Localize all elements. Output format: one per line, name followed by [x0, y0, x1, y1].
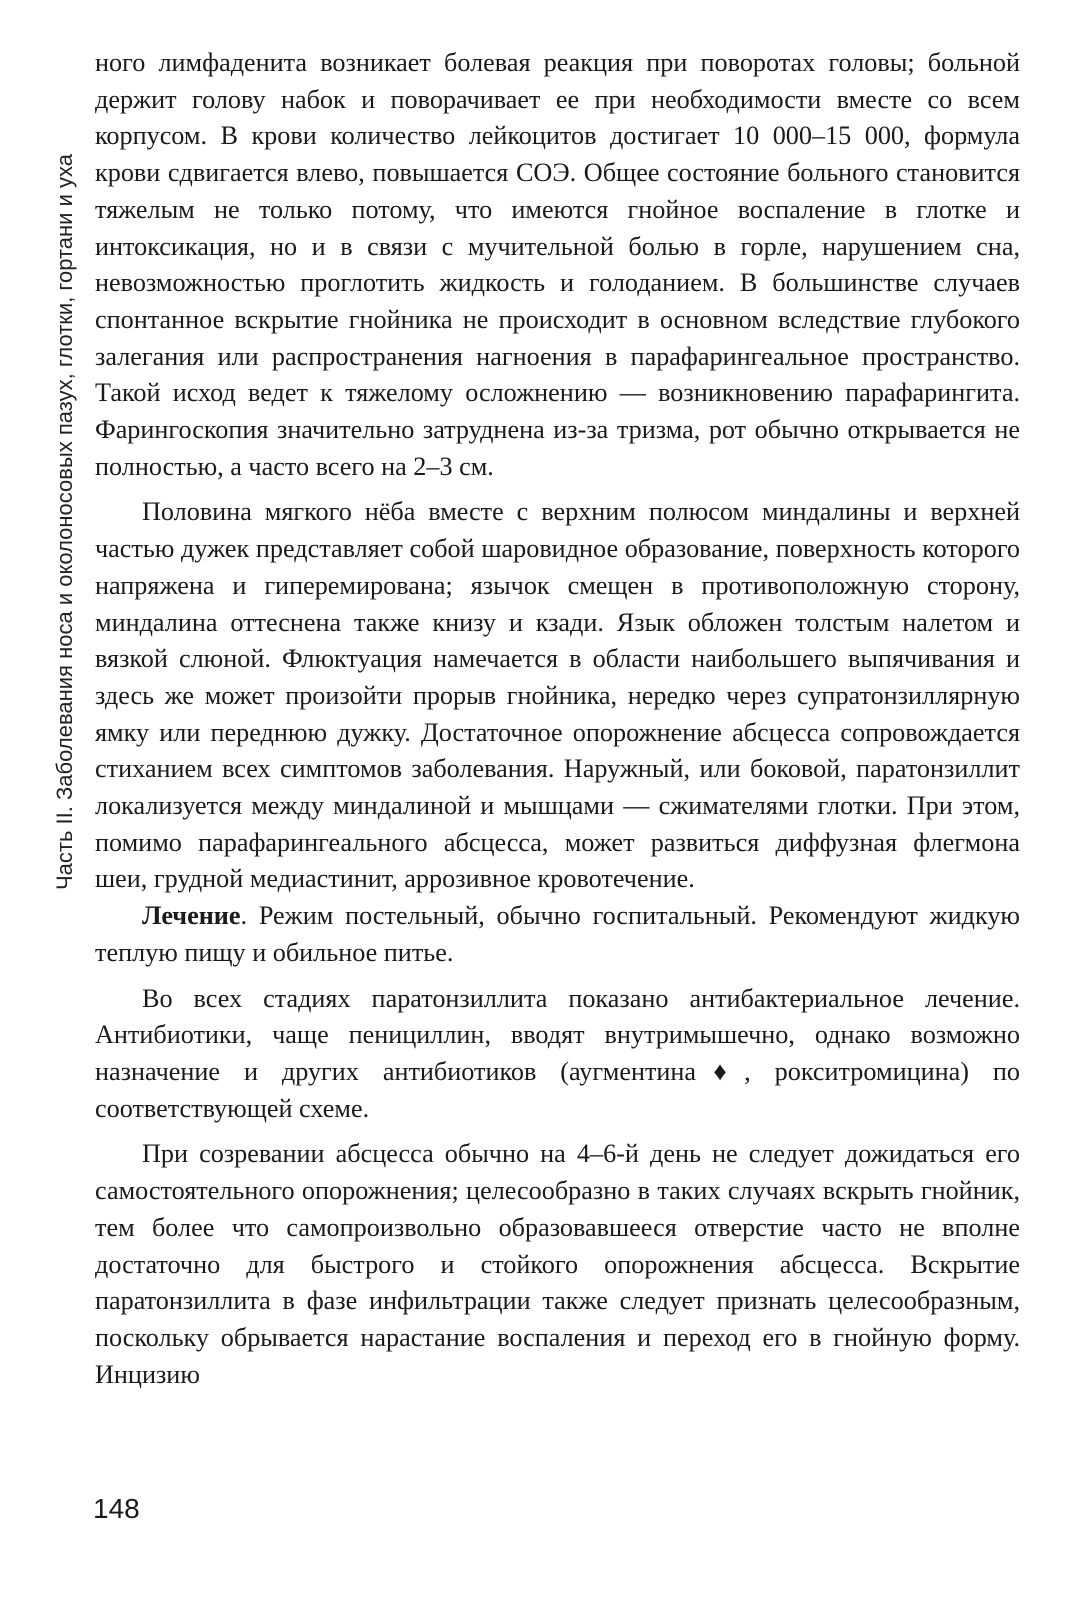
paragraph-text: . Режим постельный, обычно госпитальный. Рекомендуют жидкую теплую пищу и обильное питье. — [95, 901, 1020, 967]
treatment-heading: Лечение — [142, 901, 241, 931]
paragraph: Во всех стадиях паратонзиллита показано антибактериальное лечение. Антибиотики, чаще пенициллин, вводят внутримышечно, однако возможно назначение и других антибиотиков (аугментина♦, рокситромицина) по соответствующей схеме. — [95, 983, 1020, 1123]
running-head: Часть II. Заболевания носа и околоносовых пазух, глотки, гортани и уха — [52, 154, 77, 890]
paragraph: При созревании абсцесса обычно на 4–6-й день не следует дожидаться его самостоятельного опорожнения; целесообразно в таких случаях вскрыть гнойник, тем более что самопроизвольно образовавшееся отверстие часто не вполне достаточно для быстрого и стойкого опорожнения абсцесса. Вскрытие паратонзиллита в фазе инфильтрации также следует признать целесообразным, поскольку обрывается нарастание воспаления и переход его в гнойную форму. Инцизию — [95, 1139, 1020, 1389]
page-number: 148 — [93, 1493, 140, 1524]
text-body — [95, 45, 1020, 1393]
paragraph-continued: ного лимфаденита возникает болевая реакция при поворотах головы; больной держит голову набок и поворачивает ее при необходимости вместе со всем корпусом. В крови количество лейкоцитов достигает 10 000–15 000, формула крови сдвигается влево, повышается СОЭ. Общее состояние больного становится тяжелым не только потому, что имеются гнойное воспаление в глотке и интоксикация, но и в связи с мучительной болью в горле, нарушением сна, невозможностью проглотить жидкость и голоданием. В большинстве случаев спонтанное вскрытие гнойника не происходит в основном вследствие глубокого залегания или распространения нагноения в парафарингеальное пространство. Такой исход ведет к тяжелому осложнению — возникновению парафарингита. Фарингоскопия значительно затруднена из-за тризма, рот обычно открывается не полностью, а часто всего на 2–3 см. — [95, 48, 1020, 481]
paragraph: Половина мягкого нёба вместе с верхним полюсом миндалины и верхней частью дужек представляет собой шаровидное образование, поверхность которого напряжена и гиперемирована; язычок смещен в противоположную сторону, миндалина оттеснена также книзу и кзади. Язык обложен толстым налетом и вязкой слюной. Флюктуация намечается в области наибольшего выпячивания и здесь же может произойти прорыв гнойника, нередко через супратонзиллярную ямку или переднюю дужку. Достаточное опорожнение абсцесса сопровождается стиханием всех симптомов заболевания. Наружный, или боковой, паратонзиллит локализуется между миндалиной и мышцами — сжимателями глотки. При этом, помимо парафарингеального абсцесса, может развиться диффузная флегмона шеи, грудной медиастинит, аррозивное кровотечение. — [95, 497, 1020, 894]
paragraph-treatment — [95, 898, 1020, 971]
